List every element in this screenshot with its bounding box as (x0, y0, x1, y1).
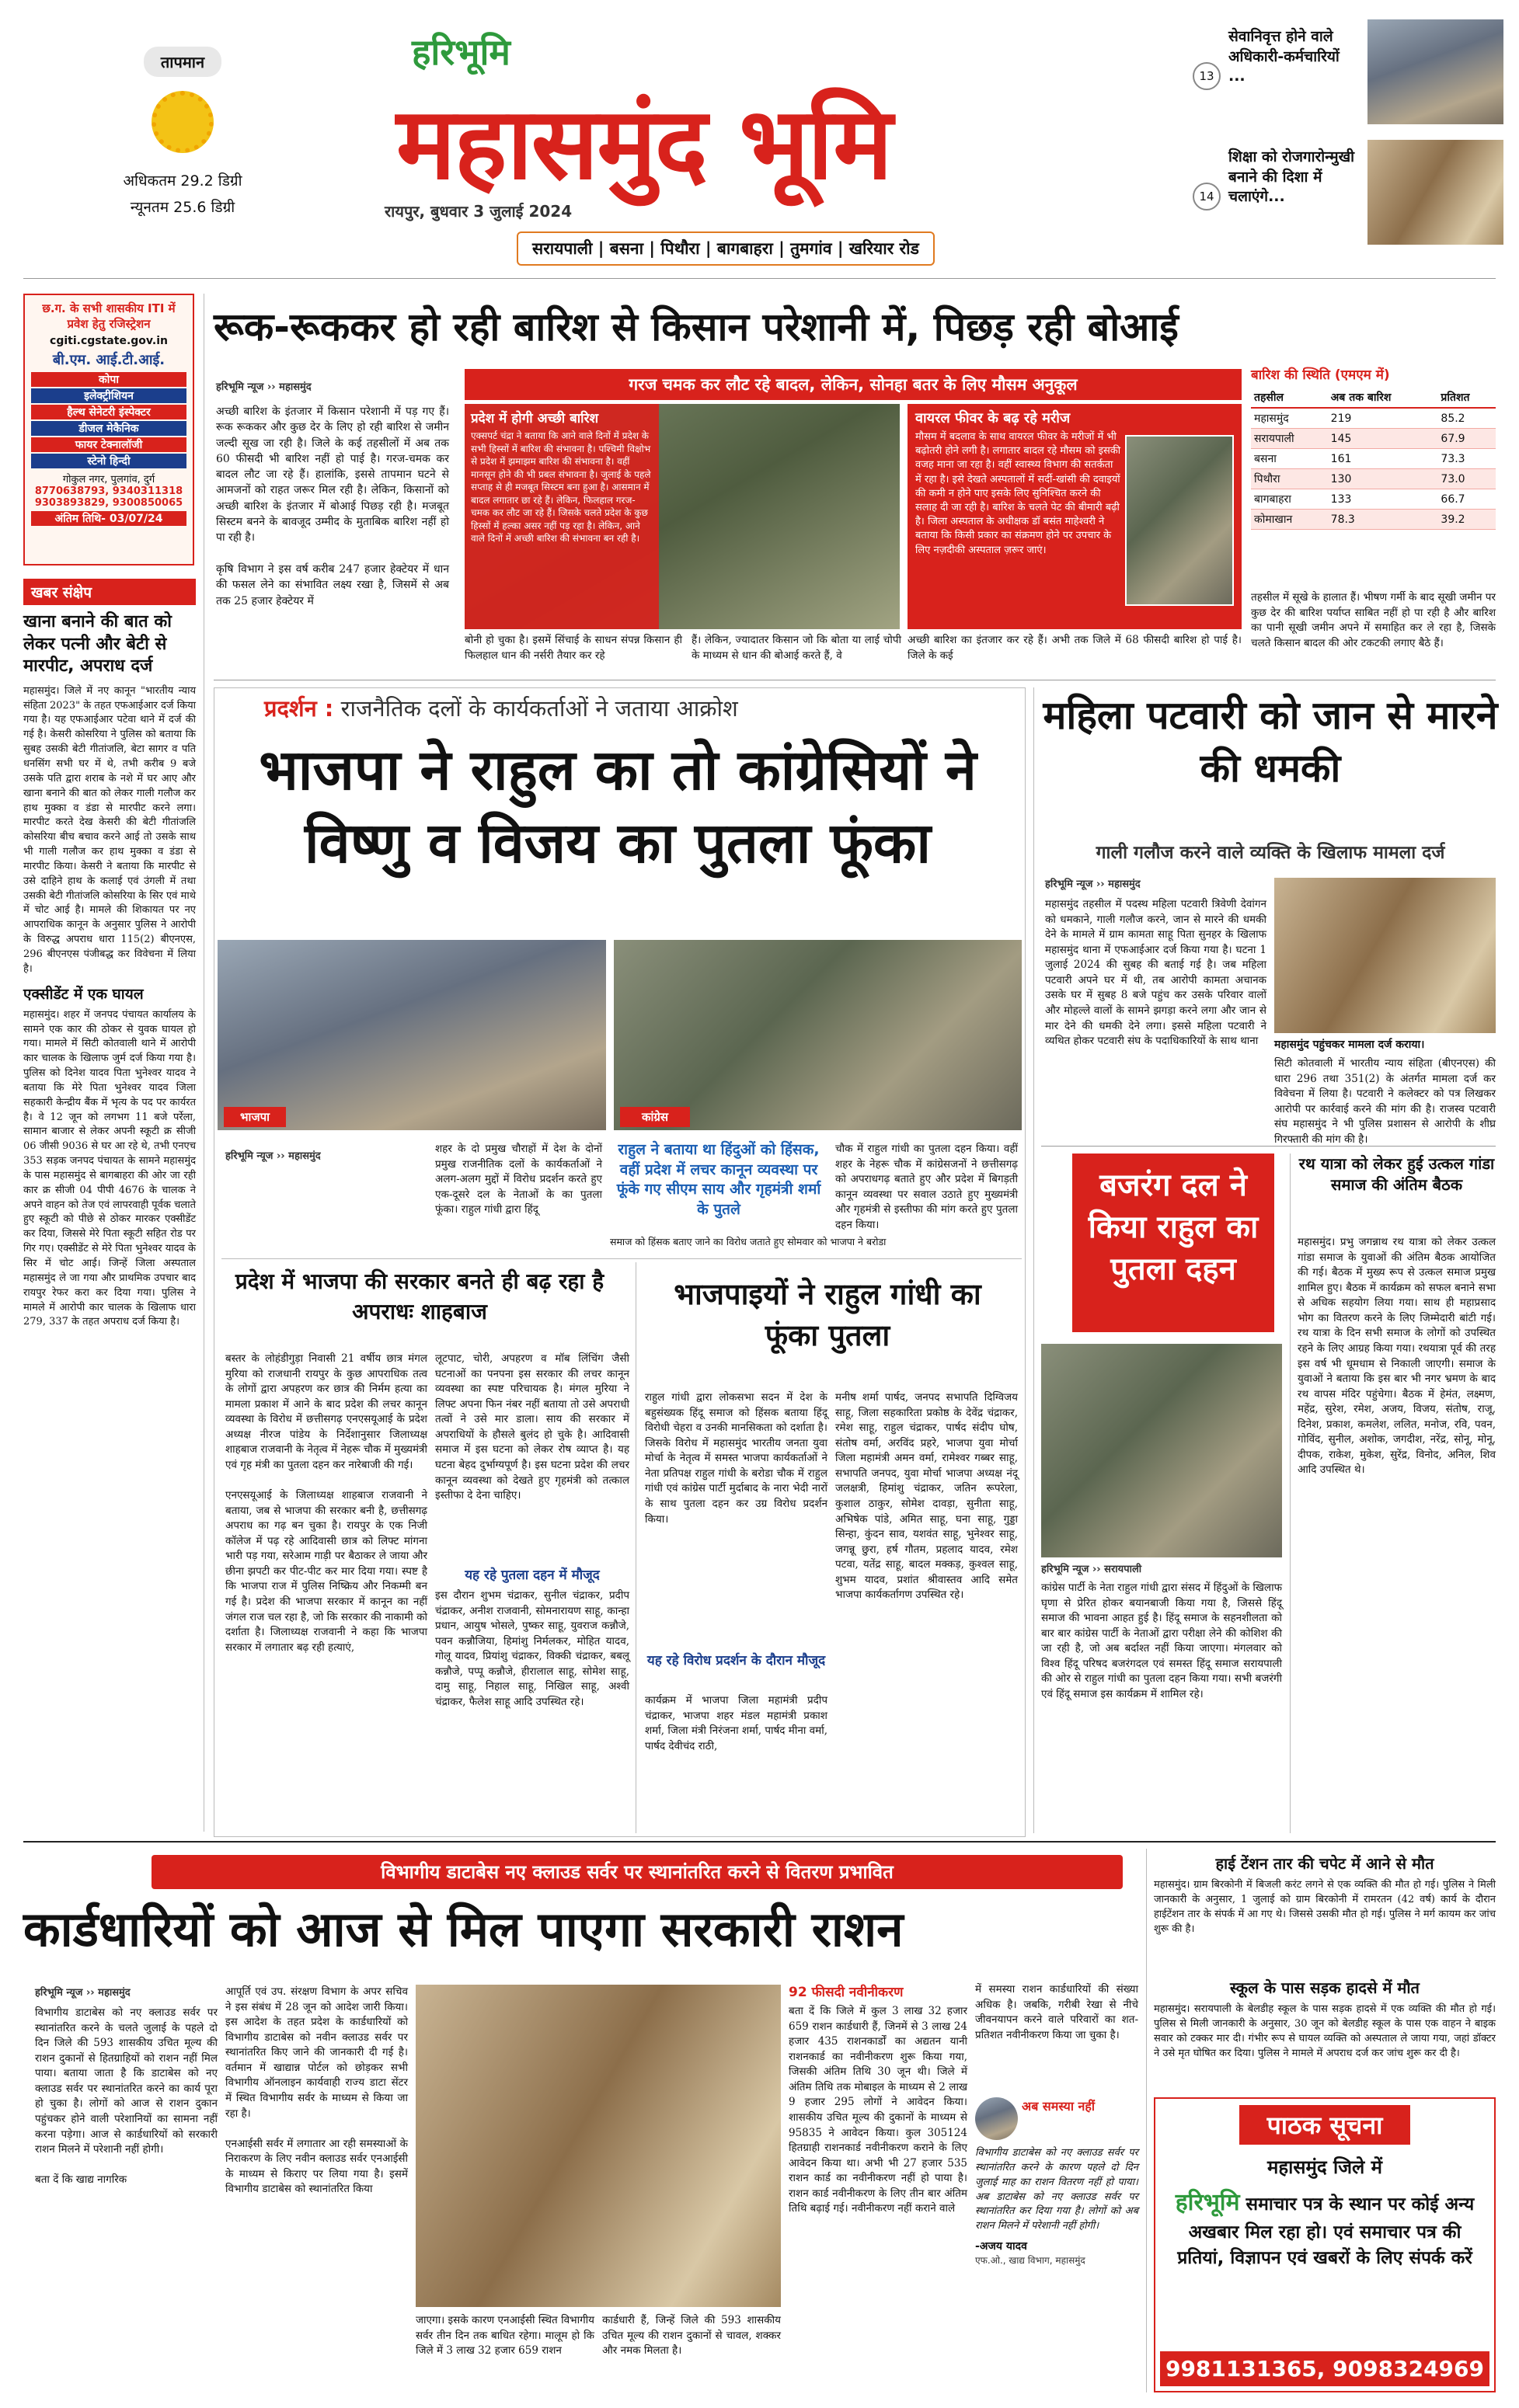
protest-sub2-a: राहुल गांधी द्वारा लोकसभा सदन में देश के बहुसंख्यक हिंदू समाज को हिंसक बताया हिंदू विरोधी चेहरा व उनकी मानसिकता को दर्शाता है। जिसके विरोध में महासमुंद भारतीय जनता युवा मोर्चा के नेतृत्व में समस्त भाजपा कार्यकर्ताओं ने नेता प्रतिपक्ष राहुल गांधी के बरोडा चौक में राहुल गांधी एवं कांग्रेस पार्टी मुर्दाबाद के नारा भेदी नारों के साथ पुतला दहन कर उग्र विरोध प्रदर्शन किया। (645, 1391, 827, 1526)
rain-table-box (1251, 365, 1496, 583)
rain-title: बारिश की स्थिति (एमएम में) (1251, 367, 1390, 383)
lead-band: गरज चमक कर लौट रहे बादल, लेकिन, सोनहा बतर के लिए मौसम अनुकूल (465, 369, 1242, 400)
column-rule (1033, 687, 1034, 1833)
kicker-text: राजनैतिक दलों के कार्यकर्ताओं ने जताया आक्रोश (340, 695, 738, 722)
section-rule (1041, 1146, 1496, 1147)
ration-band: विभागीय डाटाबेस नए क्लाउड सर्वर पर स्थानांतरित करने से वितरण प्रभावित (152, 1855, 1123, 1889)
photo-tag-cong: कांग्रेस (620, 1107, 690, 1127)
protest-headline: भाजपा ने राहुल का तो कांग्रेसियों ने विष्णु व विजय का पुतला फूंका (259, 737, 977, 875)
town-item: बसना (609, 239, 644, 258)
iti-ad-address: गोकुल नगर, पुलगांव, दुर्ग (62, 474, 155, 485)
ration-sub: 92 फीसदी नवीनीकरण (789, 1985, 904, 2000)
lead-box (465, 404, 659, 629)
protest-sub2-b-head: यह रहे विरोध प्रदर्शन के दौरान मौजूद (646, 1653, 826, 1669)
ration-col4b: कार्डधारी हैं, जिन्हें जिले की 593 शासकीय उचित मूल्य की राशन दुकानों से चावल, शक्कर और नमक मिलता है। (602, 2314, 781, 2358)
masthead-rule (23, 278, 1496, 279)
protest-col3: चौक में राहुल गांधी का पुतला दहन किया। वहीं शहर के नेहरू चौक में कांग्रेसजनों ने छत्तीसगढ़ को अपराधगढ़ बताते हुए और प्रदेश में बिगड़ती कानून व्यवस्था पर सवाल उठाते हुए मुख्यमंत्री और गृहमंत्री से इस्तीफा की मांग करते हुए पुतला दहन किया। (835, 1143, 1018, 1231)
bajrang-text: कांग्रेस पार्टी के नेता राहुल गांधी द्वारा संसद में हिंदुओं के खिलाफ घृणा से प्रेरित होकर बयानबाजी किया गया है, जिससे हिंदू समाज की भावना आहत हुई है। हिंदू समाज के सहनशीलता को बार बार कांग्रेस पार्टी के नेताओं द्वारा परीक्षा लेने की कोशिश की जा रही है, जो अब बर्दाश्त नहीं किया जाएगा। मंगलवार को विश्व हिंदू परिषद बजरंगदल एवं समस्त हिंदू समाज सरायपाली की ओर से राहुल गांधी का पुतला दहन किया गया। सभी बजरंगी एवं हिंदू समाज इस कार्यक्रम में शामिल रहे। (1041, 1582, 1282, 1700)
lead-headline: रूक-रूककर हो रही बारिश से किसान परेशानी में, पिछड़ रही बोआई (214, 304, 1179, 350)
course-item: इलेक्ट्रीशियन (31, 388, 186, 403)
teaser-page-badge: 13 (1193, 62, 1221, 90)
quote-avatar (975, 2097, 1018, 2140)
column-rule (1146, 1849, 1147, 2392)
school-road-headline: स्कूल के पास सड़क हादसे में मौत (1230, 1978, 1420, 1997)
quote-by: -अजय यादव (975, 2240, 1027, 2253)
bajrang-headline: बजरंग दल ने किया राहुल का पुतला दहन (1072, 1154, 1274, 1332)
iti-ad-deadline: अंतिम तिथि- 03/07/24 (31, 511, 186, 526)
protest-sub1-a: बस्तर के लोहंडीगुड़ा निवासी 21 वर्षीय छात्र मंगल मुरिया को राजधानी रायपुर के कुछ आपराधिक तत्व के लोगों द्वारा अपहरण कर छात्र की निर्मम हत्या का मामला प्रकाश में आने के बाद प्रदेश की लचर कानून व्यवस्था के विरोध में छत्तीसगढ़ एनएसयूआई के प्रदेश अध्यक्ष नीरज पांडेय के निर्देशानुसार जिलाध्यक्ष शाहबाज राजवानी के नेतृत्व में नेहरू चौक में मुख्यमंत्री एवं गृह मंत्री का पुतला दहन कर नारेबाजी की गई। एनएसयूआई के जिलाध्यक्ष शाहबाज राजवानी ने बताया, जब से भाजपा की सरकार बनी है, छत्तीसगढ़ अपराध का गढ़ बन चुका है। रायपुर के एक निजी कॉलेज में पढ़ रहे आदिवासी छात्र को लिफ्ट मांगना भारी पड़ गया, सरेआम गाड़ी पर बैठाकर ले जाया और छीना झपटी कर पीट-पीट कर मार दिया गया। स्पष्ट है कि भाजपा राज में पुलिस निष्क्रिय और निकम्मी बन गई है। प्रदेश की भाजपा सरकार में कानून का नहीं जंगल राज चल रहा है, जो कि सरकार की नाकामी को दर्शाता है। जिलाध्यक्ष राजवानी ने कहा कि भाजपा सरकार में लगातार बढ़ रही हत्याएं, (225, 1352, 427, 1654)
cell: 39.2 (1437, 510, 1496, 530)
protest-byline: हरिभूमि न्यूज ›› महासमुंद (225, 1150, 321, 1162)
cell: 66.7 (1437, 489, 1496, 510)
lead-byline: हरिभूमि न्यूज ›› महासमुंद (216, 381, 312, 393)
table-row (1251, 510, 1496, 530)
town-strip: सरायपाली | बसना | पिथौरा | बागबाहरा | तुमगांव | खरियार रोड (517, 231, 935, 266)
course-item: डीजल मेकैनिक (31, 421, 186, 436)
rath-headline: रथ यात्रा को लेकर हुई उत्कल गांडा समाज की अंतिम बैठक (1298, 1154, 1495, 1194)
protest-kicker (264, 693, 1026, 729)
patwari-col1: महासमुंद तहसील में पदस्थ महिला पटवारी त्रिवेणी देवांगन को धमकाने, गाली गलौज करने, जान से मारने की धमकी देने के मामले में ग्राम कामता साहू पिता सुनहर के खिलाफ महासमुंद थाना में एफआईआर दर्ज किया गया है। घटना 1 जुलाई 2024 की सुबह की बताई गई है। जब महिला पटवारी अपने घर में थी, तब आरोपी कामता अचानक उसके घर में सुबह 8 बजे पहुंच कर उसके परिवार वालों और मोहल्ले वालों के सामने झगड़ा करने लगा और जान से मार देने की धमकी देने लगा। इससे महिला पटवारी ने व्यथित होकर पटवारी संघ के पदाधिकारियों के साथ थाना (1045, 898, 1266, 1048)
iti-ad[interactable] (23, 294, 194, 565)
teaser-text: सेवानिवृत्त होने वाले अधिकारी-कर्मचारियों ... (1228, 28, 1340, 85)
notice-body (1155, 2186, 1494, 2271)
course-item: स्टेनो हिन्दी (31, 454, 186, 468)
table-row (1251, 408, 1496, 429)
table-row (1251, 429, 1496, 449)
cell: 78.3 (1328, 510, 1438, 530)
iti-ad-site: cgiti.cgstate.gov.in (50, 335, 168, 347)
town-item: खरियार रोड (848, 239, 919, 258)
rain-table (1251, 388, 1496, 530)
patwari-caption: महासमुंद पहुंचकर मामला दर्ज कराया। (1274, 1039, 1425, 1051)
teaser-page-badge: 14 (1193, 183, 1221, 211)
protest-col2: समाज को हिंसक बताए जाने का विरोध जताते हुए सोमवार को भाजपा ने बरोडा (610, 1236, 887, 1247)
photo-tag-bjp: भाजपा (224, 1107, 286, 1127)
protest-sub2-b: कार्यक्रम में भाजपा जिला महामंत्री प्रदीप चंद्राकर, भाजपा शहर मंडल महामंत्री प्रकाश शर्मा, जिला मंत्री निरंजना शर्मा, पार्षद मीना वर्मा, पार्षद देवीचंद राठी, (645, 1694, 827, 1752)
teaser-text: शिक्षा को रोजगारोन्मुखी बनाने की दिशा में चलाएंगे... (1228, 148, 1355, 206)
protest-sub1-c: इस दौरान शुभम चंद्राकर, सुनील चंद्राकर, प्रदीप चंद्राकर, अनीश राजवानी, सोमनारायण साहू, कान्हा प्रधान, आयुष भोसले, पुष्कर साहू, युवराज कन्नौजे, पवन कन्नौजिया, हिमांशु निर्मलकर, मोहित यादव, गोलू यादव, प्रियांशु चंद्राकर, विक्की चंद्राकर, बबलू कन्नौजे, पप्पू कन्नौजे, हीरालाल साहू, सोमेश साहू, दामु साहू, निहाल साहू, निखिल साहू, अश्वी चंद्राकर, फैलेश साहू आदि उपस्थित रहे। (435, 1589, 629, 1708)
notice-line1: महासमुंद जिले में (1267, 2156, 1382, 2178)
lead-col2b: बोनी हो चुका है। इसमें सिंचाई के साधन संपन्न किसान ही फिलहाल धान की नर्सरी तैयार कर रहे (465, 634, 682, 662)
kicker-label: प्रदर्शन : (264, 695, 334, 722)
col-header: अब तक बारिश (1328, 388, 1438, 408)
patwari-byline: हरिभूमि न्यूज ›› महासमुंद (1045, 879, 1141, 890)
town-item: बागबाहरा (716, 239, 773, 258)
town-item: सरायपाली (532, 239, 593, 258)
cell: 161 (1328, 449, 1438, 469)
news-brief-label: खबर संक्षेप (23, 579, 196, 605)
ration-col6: में समस्या राशन कार्डधारियों की संख्या अधिक है। जबकि, गरीबी रेखा से नीचे जीवनयापन करने वाले परिवारों का शत-प्रतिशत नवीनीकरण किया जा चुका है। (975, 1983, 1138, 2041)
dateline: रायपुर, बुधवार 3 जुलाई 2024 (385, 202, 573, 221)
ration-col1: विभागीय डाटाबेस को नए क्लाउड सर्वर पर स्थानांतरित करने के चलते जुलाई के पहले दो दिन जिले की 593 शासकीय उचित मूल्य की राशन दुकानों से हितग्राहियों को राशन नहीं मिल पाया। बताया जाता है कि डाटाबेस को नए क्लाउड सर्वर पर स्थानांतरित करने का कार्य पूरा हो चुका है। लोगों को आज से राशन दुकान पहुंचकर होने वाली परेशानियों का सामना नहीं करना पड़ेगा। आज से कार्डधारियों को सरकारी राशन मिलने में परेशानी नहीं होगी। बता दें कि खाद्य नागरिक (35, 2006, 218, 2187)
patwari-col2: सिटी कोतवाली में भारतीय न्याय संहिता (बीएनएस) की धारा 296 तथा 351(2) के अंतर्गत मामला दर्ज कर विवेचना में लिया है। पटवारी ने कलेक्टर को पत्र लिखकर आरोपी पर कार्रवाई करने की मांग की है। राजस्व पटवारी संघ महासमुंद ने भी पुलिस प्रशासन से आरोपी के शीघ्र गिरफ्तारी की मांग की है। (1274, 1057, 1496, 1146)
lead-col1: अच्छी बारिश के इंतजार में किसान परेशानी में पड़ गए हैं। रूक रूककर और कुछ देर के लिए हो रही बारिश से जमीन जल्दी सूख जा रही है। जिले के कई तहसीलों में अब तक 60 फीसदी भी बारिश नहीं हो पाई है। गरज-चमक कर बादल लौट जा रहे हैं। हालांकि, इससे तापमान घटने से आमजनों को राहत जरूर मिल रही है। लेकिन, किसानों को अच्छी बारिश के इंतजार में बोआई पिछड़ रही है। मजबूत सिस्टम बनने के बावजूद उम्मीद के मुताबिक बारिश नहीं हो पा रही है। कृषि विभाग ने इस वर्ष करीब 247 हजार हेक्टेयर में धान की फसल लेने का संभावित लक्ष्य रखा है, जिसमें से अब तक 25 हजार हेक्टेयर में (216, 405, 449, 607)
course-item: हैल्थ सेनेटरी इंस्पेक्टर (31, 405, 186, 419)
lead-box-text: एक्सपर्ट चंद्रा ने बताया कि आने वाले दिनों में प्रदेश के सभी हिस्सों में बारिश की संभावना है। पश्चिमी विक्षोभ से प्रदेश में झमाझम बारिश की संभावना है। वहीं मानसून होने की भी प्रबल संभावना है। जुलाई के पहले सप्ताह से ही मजबूत सिस्टम बना हुआ है। आसमान में बादल लगातार छा रहे हैं। लेकिन, फिलहाल गरज-चमक कर लौट जा रहे हैं। जिसके चलते प्रदेश के कुछ हिस्सों में हल्का असर नहीं पड़ रहा है। लेकिन, आने वाले दिनों में अच्छी बारिश की संभावना बन रही है। (471, 430, 651, 545)
table-row (1251, 469, 1496, 489)
inner-rule (221, 1258, 1022, 1259)
protest-sub1: प्रदेश में भाजपा की सरकार बनते ही बढ़ रहा है अपराधः शाहबाज (235, 1268, 604, 1325)
cell: 145 (1328, 429, 1438, 449)
highvolt-headline: हाई टेंशन तार की चपेट में आने से मौत (1215, 1854, 1434, 1873)
weather-label: तापमान (144, 47, 221, 77)
cell: बागबाहरा (1251, 489, 1328, 510)
protest-photo-bjp (218, 940, 606, 1130)
sun-icon (152, 91, 214, 153)
protest-highlight: राहुल ने बताया था हिंदुओं को हिंसक, वहीं प्रदेश में लचर कानून व्यवस्था पर फूंके गए सीएम साय और गृहमंत्री शर्मा के पुतले (616, 1141, 821, 1218)
table-row (1251, 449, 1496, 469)
brief-headline: खाना बनाने की बात को लेकर पत्नी और बेटी से मारपीट, अपराध दर्ज (23, 612, 172, 677)
town-item: पिथौरा (660, 239, 700, 258)
teaser-photo (1367, 19, 1503, 124)
brief-body: महासमुंद। जिले में नए कानून "भारतीय न्याय संहिता 2023" के तहत एफआईआर दर्ज किया गया है। यह एफआईआर पटेवा थाने में दर्ज की गई है। केसरी कोसरिया ने पुलिस को बताया कि सुबह उसकी बेटी गीतांजलि, बेटा सागर व पति धनसिंग सभी घर में थे, तभी करीब 9 बजे उसके पति द्वारा शराब के नशे में घर आए और खाना बनाने की बात को लेकर गाली गलौज कर हाथ मुक्का व डंडा से मारपीट करने लगा। मारपीट करते देख केसरी की बेटी गीतांजलि कोसरिया बीच बचाव करने आई तो उसके साथ भी गाली गलौज कर हाथ मुक्का व डंडा से मारपीट किया। केसरी ने बताया कि मारपीट से उसे दाहिने हाथ के कलाई एवं उंगली में तथा उसकी बेटी गीतांजलि कोसरिया के सिर एवं माथे में चोट आई है। मामले की शिकायत पर नए आपराधिक कानून के अनुसार पुलिस ने आरोपी के विरुद्ध अपराध धारा 115(2) बीएनएस, 296 बीएनएस पंजीबद्ध कर विवेचना में लिया है। (23, 684, 196, 975)
protest-sub1-b: लूटपाट, चोरी, अपहरण व मॉब लिंचिंग जैसी घटनाओं का पनपना इस सरकार की लचर कानून व्यवस्था का स्पष्ट परिचायक है। मंगल मुरिया ने लिफ्ट अपना फिन नंबर नहीं बताया तो उसे अपराधी तत्वों ने उसे मार डाला। साय की सरकार में अपराधियों के हौसले बुलंद हो चुके है। आदिवासी समाज में इस घटना को लेकर रोष व्याप्त है। यह घटना बेहद दुर्भाग्यपूर्ण है। इस घटना प्रदेश की लचर कानून व्यवस्था को देखते हुए गृहमंत्री को तत्काल इस्तीफा दे देना चाहिए। (435, 1352, 629, 1502)
brief-headline: एक्सीडेंट में एक घायल (23, 985, 144, 1003)
highvolt-text: महासमुंद। ग्राम बिरकोनी में बिजली करंट लगने से एक व्यक्ति की मौत हो गई। पुलिस ने मिली जानकारी के अनुसार, 1 जुलाई को ग्राम बिरकोनी में रामरतन (42 वर्ष) कार्य के दौरान हाईटेंशन तार के संपर्क में आ गए थे। जिससे उसकी मौत हो गई। पुलिस ने मर्ग कायम कर जांच शुरू की है। (1154, 1879, 1496, 1935)
lead-box-title: प्रदेश में होगी अच्छी बारिश (471, 411, 599, 426)
ration-quote (975, 2097, 1138, 2385)
rath-text: महासमुंद। प्रभु जगन्नाथ रथ यात्रा को लेकर उत्कल गांडा समाज के युवाओं की अंतिम बैठक आयोजित की गई। बैठक में मुख्य रूप से उत्कल समाज प्रमुख शामिल हुए। बैठक में कार्यक्रम को सफल बनाने सभा से अधिक सहयोग लिया गया। साथ ही महाप्रसाद भोग का वितरण करने के लिए जिम्मेदारी बांटी गई। रथ यात्रा के दिन सभी समाज के लोगों को उपस्थित रहने के लिए आग्रह किया गया। रथयात्रा पूर्व की तरह इस वर्ष भी धूमधाम से निकाली जाएगी। समाज के युवाओं ने बताया कि इस बार भी नगर भ्रमण के बाद रथ वापस मंदिर पहुंचेगा। बैठक में हेमंत, लक्ष्मण, महेंद्र, सुरेश, रमेश, अजय, विजय, संतोष, राजू, दिनेश, प्रकाश, कमलेश, ललित, मनोज, रवि, पवन, गोविंद, सुनील, अशोक, जगदीश, नरेंद्र, सोनू, मोनू, दीपक, राकेश, मुकेश, सुरेंद्र, विनोद, अनिल, शिव आदि उपस्थित थे। (1298, 1236, 1496, 1477)
column-rule (1290, 1154, 1291, 1833)
col-header: तहसील (1251, 388, 1328, 408)
reader-notice[interactable] (1154, 2097, 1496, 2392)
cell: सरायपाली (1251, 429, 1328, 449)
ration-headline: कार्डधारियों को आज से मिल पाएगा सरकारी राशन (23, 1901, 904, 1957)
notice-line2: समाचार पत्र के स्थान पर कोई अन्य अखबार मिल रहा हो। एवं समाचार पत्र की प्रतियां, विज्ञापन एवं खबरों के लिए संपर्क करें (1177, 2194, 1475, 2268)
masthead (365, 23, 1158, 287)
iti-ad-course-head: बी.एम. आई.टी.आई. (52, 352, 165, 368)
course-item: फायर टेक्नालॉजी (31, 437, 186, 452)
iti-ad-courses (31, 372, 186, 468)
cell: कोमाखान (1251, 510, 1328, 530)
paper-title: महासमुंद भूमि (396, 86, 891, 202)
cell: 130 (1328, 469, 1438, 489)
fever-photo (1125, 435, 1234, 606)
protest-sub1-c-head: यह रहे पुतला दहन में मौजूद (465, 1568, 600, 1583)
table-row (1251, 489, 1496, 510)
patwari-headline: महिला पटवारी को जान से मारने की धमकी (1043, 693, 1498, 791)
notice-title: पाठक सूचना (1239, 2105, 1410, 2145)
protest-sub2-c: मनीष शर्मा पार्षद, जनपद सभापति दिग्विजय साहू, जिला सहकारिता प्रकोष्ठ के देवेंद्र चंद्राकर, रमेश साहू, राहुल चंद्राकर, पार्षद संदीप घोष, संतोष वर्मा, अरविंद प्रहरे, भाजपा युवा मोर्चा जिला महामंत्री अमन वर्मा, रामेश्वर गब्बर साहू, सभापति जनपद, युवा मोर्चा भाजपा अध्यक्ष नंदू जलक्षत्री, हिमांशु चंद्राकर, जतिन रूपरेला, कुशाल ठाकुर, सोमेश दावड़ा, सुनीता साहू, अभिषेक पांडे, अमित साहू, घना साहू, गुड्डा सिन्हा, कुंदन साव, यशवंत साहू, भुनेश्वर साहू, जगन्नू छुरा, हर्ष गौतम, प्रहलाद यादव, रमेश पटवा, यतेंद्र साहू, बादल मक्कड़, कुश्वल साहू, शुभम यादव, प्रशांत श्रीवास्तव आदि समेत भाजपा कार्यकर्तागण उपस्थित रहे। (835, 1391, 1018, 1602)
lead-col5b: तहसील में सूखे के हालात हैं। भीषण गर्मी के बाद सूखी जमीन पर कुछ देर की बारिश पर्याप्त साबित नहीं हो पा रही है और बारिश का पानी सूखी जमीन अपने में समाहित कर ले रहा है, जिसके चलते किसान बादल की ओर टकटकी लगाए बैठे हैं। (1251, 591, 1496, 649)
quote-role: एफ.ओ., खाद्य विभाग, महासमुंद (975, 2255, 1085, 2267)
table-header (1251, 388, 1496, 408)
quote-text: विभागीय डाटाबेस को नए क्लाउड सर्वर पर स्थानांतरित करने के कारण पहले दो दिन जुलाई माह का राशन वितरण नहीं हो पाया। अब डाटाबेस को नए क्लाउड सर्वर पर स्थानांतरित कर दिया गया है। लोगों को अब राशन मिलने में परेशानी नहीं होगी। (975, 2147, 1138, 2232)
ration-col3b: जाएगा। इसके कारण एनआईसी स्थित विभागीय सर्वर तीन दिन तक बाधित रहेगा। मालूम हो कि जिले में 3 लाख 32 हजार 659 राशन (416, 2314, 594, 2358)
lead-col3b: हैं। लेकिन, ज्यादातर किसान जो कि बोता या लाई चोपी के माध्यम से धान की बोआई करते हैं, वे (692, 634, 901, 662)
cell: महासमुंद (1251, 408, 1328, 429)
town-item: तुमगांव (790, 239, 832, 258)
quote-head: अब समस्या नहीं (1022, 2099, 1096, 2114)
bajrang-byline: हरिभूमि न्यूज ›› सरायपाली (1041, 1564, 1142, 1575)
iti-ad-line1: छ.ग. के सभी शासकीय ITI में प्रवेश हेतु रजिस्ट्रेशन (42, 301, 176, 331)
fever-title: वायरल फीवर के बढ़ रहे मरीज (915, 410, 1071, 426)
teaser-photo (1367, 140, 1503, 245)
cell: 133 (1328, 489, 1438, 510)
weather-box (117, 47, 249, 225)
patwari-photo (1274, 878, 1496, 1033)
notice-brand: हरिभूमि (1175, 2189, 1240, 2216)
weather-max: अधिकतम 29.2 डिग्री (123, 172, 242, 190)
section-rule (23, 1841, 1496, 1843)
teasers (1193, 19, 1503, 252)
weather-min: न्यूनतम 25.6 डिग्री (130, 199, 235, 216)
fever-text: मौसम में बदलाव के साथ वायरल फीवर के मरीजों में भी बढ़ोतरी होने लगी है। लगातार बादल रहे मौसम को इसकी वजह माना जा रहा है। वहीं स्वास्थ्य विभाग की सतर्कता में रहा है। इसे देखते अस्पतालों में सर्दी-खांसी की दवाइयों की कमी न होने पाए इसके लिए सुनिश्चित करने की सलाह दी जा रही है। बारिश के चलते पेट की बीमारी बढ़ी है। जिला अस्पताल के अधीक्षक डॉ बसंत माहेश्वरी ने बताया कि किसी प्रकार का संक्रमण होने पर उपचार के लिए नज़दीकी अस्पताल ज़रूर जाएं। (915, 431, 1121, 556)
protest-sub2: भाजपाइयों ने राहुल गांधी का फूंका पुतला (674, 1277, 981, 1353)
cell: 73.3 (1437, 449, 1496, 469)
ration-col5: बता दें कि जिले में कुल 3 लाख 32 हजार 659 राशन कार्डधारी हैं, जिनमें से 3 लाख 24 हजार 435 राशनकार्डों का अद्यतन यानी राशनकार्ड का नवीनीकरण शुरू किया गया, जिसकी अंतिम तिथि 30 जून थी। जिले में अंतिम तिथि तक मोबाइल के माध्यम से 2 लाख 9 हजार 295 लोगों ने आवेदन किया। शासकीय उचित मूल्य की दुकानों के माध्यम से 95835 ने आवेदन किया। कुल 305124 हितग्राही राशनकार्ड नवीनीकरण कराने के लिए आवेदन किया था। अभी भी 27 हजार 535 राशन कार्ड का नवीनीकरण नहीं हो पाया है। राशन कार्ड नवीनीकरण के लिए तीन बार अंतिम तिथि बढ़ाई गई। नवीनीकरण नहीं कराने वाले (789, 2005, 967, 2215)
brand-logo: हरिभूमि (412, 31, 510, 73)
teaser-item[interactable] (1193, 19, 1503, 128)
protest-photo-cong (614, 940, 1022, 1130)
iti-ad-phones: 8770638793, 9340311318 9303893829, 9300850065 (34, 485, 183, 509)
news-brief (23, 579, 196, 1833)
course-item: कोपा (31, 372, 186, 387)
bajrang-photo (1041, 1344, 1282, 1557)
brief-body: महासमुंद। शहर में जनपद पंचायत कार्यालय के सामने एक कार की ठोकर से युवक घायल हो गया। मामले में सिटी कोतवाली थाने में आरोपी कार चालक के खिलाफ जुर्म दर्ज किया गया है। पुलिस को दिनेश यादव पिता भुनेश्वर यादव ने बताया कि मेरे पिता भुनेश्वर यादव जिला सहकारी केन्द्रीय बैंक में भृत्य के पद पर कार्यरत है। वे 12 जून को लगभग 11 बजे पर्रेला, सामान बाजार से लेकर अपनी स्कूटी क्र सीजी 06 जीसी 9036 से घर आ रहे थे, तभी एनएच 353 सड़क जनपद पंचायत के सामने महासमुंद के पास महासमुंद से बागबाहरा की ओर जा रही कार क्र सीजी 04 पीपी 4676 के चालक ने अपने वाहन को तेज एवं लापरवाही पूर्वक चलाते हुए स्कूटी को पीछे से ठोकर मारकर एक्सीडेंट कर दिया, जिससे मेरे पिता स्कूटी सहित रोड पर गिर गए। एक्सीडेंट से मेरे पिता भुनेश्वर यादव के सिर में चोट आई। जिन्हें जिला अस्पताल महासमुंद ले जा गया और प्राथमिक उपचार बाद रायपुर रेफर करा कर दिया गया। पुलिस ने मामले में आरोपी कार चालक के खिलाफ धारा 279, 337 के तहत अपराध दर्ज किया है। (23, 1008, 196, 1328)
cell: बसना (1251, 449, 1328, 469)
cell: 85.2 (1437, 408, 1496, 429)
school-road-text: महासमुंद। सरायपाली के बेलडीह स्कूल के पास सड़क हादसे में एक व्यक्ति की मौत हो गई। पुलिस से मिली जानकारी के अनुसार, 30 जून को बेलडीह स्कूल के पास एक वाहन ने बाइक सवार को टक्कर मार दी। गंभीर रूप से घायल व्यक्ति को अस्पताल ले जाया गया, जहां डॉक्टर ने उसे मृत घोषित कर दिया। पुलिस ने मामले में अपराध दर्ज कर जांच शुरू कर दी है। (1154, 2003, 1496, 2059)
notice-phones[interactable]: 9981131365, 9098324969 (1160, 2351, 1489, 2386)
cell: 73.0 (1437, 469, 1496, 489)
ration-photo (416, 1985, 781, 2307)
lead-col4b: अच्छी बारिश का इंतजार कर रहे हैं। अभी तक जिले में 68 फीसदी बारिश हो पाई है। जिले के कई (908, 634, 1242, 662)
teaser-item[interactable] (1193, 140, 1503, 249)
cell: 67.9 (1437, 429, 1496, 449)
cell: पिथौरा (1251, 469, 1328, 489)
cell: 219 (1328, 408, 1438, 429)
ration-col2: आपूर्ति एवं उप. संरक्षण विभाग के अपर सचिव ने इस संबंध में 28 जून को आदेश जारी किया। इस आदेश के तहत प्रदेश के कार्डधारियों को विभागीय डाटाबेस को नवीन क्लाउड सर्वर पर स्थानांतरित किए जाने की जानकारी दी गई है। वर्तमान में खाद्यान्न पोर्टल को छोड़कर सभी विभागीय ऑनलाइन कार्यवाही राज्य डाटा सेंटर में स्थित विभागीय सर्वर के माध्यम से किया जा रहा है। एनआईसी सर्वर में लगातार आ रही समस्याओं के निराकरण के लिए नवीन क्लाउड सर्वर एनआईसी के माध्यम से किराए पर लिया गया है। इसमें विभागीय डाटाबेस को स्थानांतरित किया (225, 1985, 408, 2196)
ration-byline: हरिभूमि न्यूज ›› महासमुंद (35, 1987, 131, 1999)
protest-col1: शहर के दो प्रमुख चौराहों में देश के दोनों प्रमुख राजनीतिक दलों के कार्यकर्ताओं ने अलग-अलग मुद्दों में विरोध प्रदर्शन करते हुए एक-दूसरे दल के नेताओं के का पुतला फूंका। राहुल गांधी द्वारा हिंदू (435, 1143, 602, 1216)
col-header: प्रतिशत (1437, 388, 1496, 408)
patwari-sub: गाली गलौज करने वाले व्यक्ति के खिलाफ मामला दर्ज (1096, 843, 1445, 863)
